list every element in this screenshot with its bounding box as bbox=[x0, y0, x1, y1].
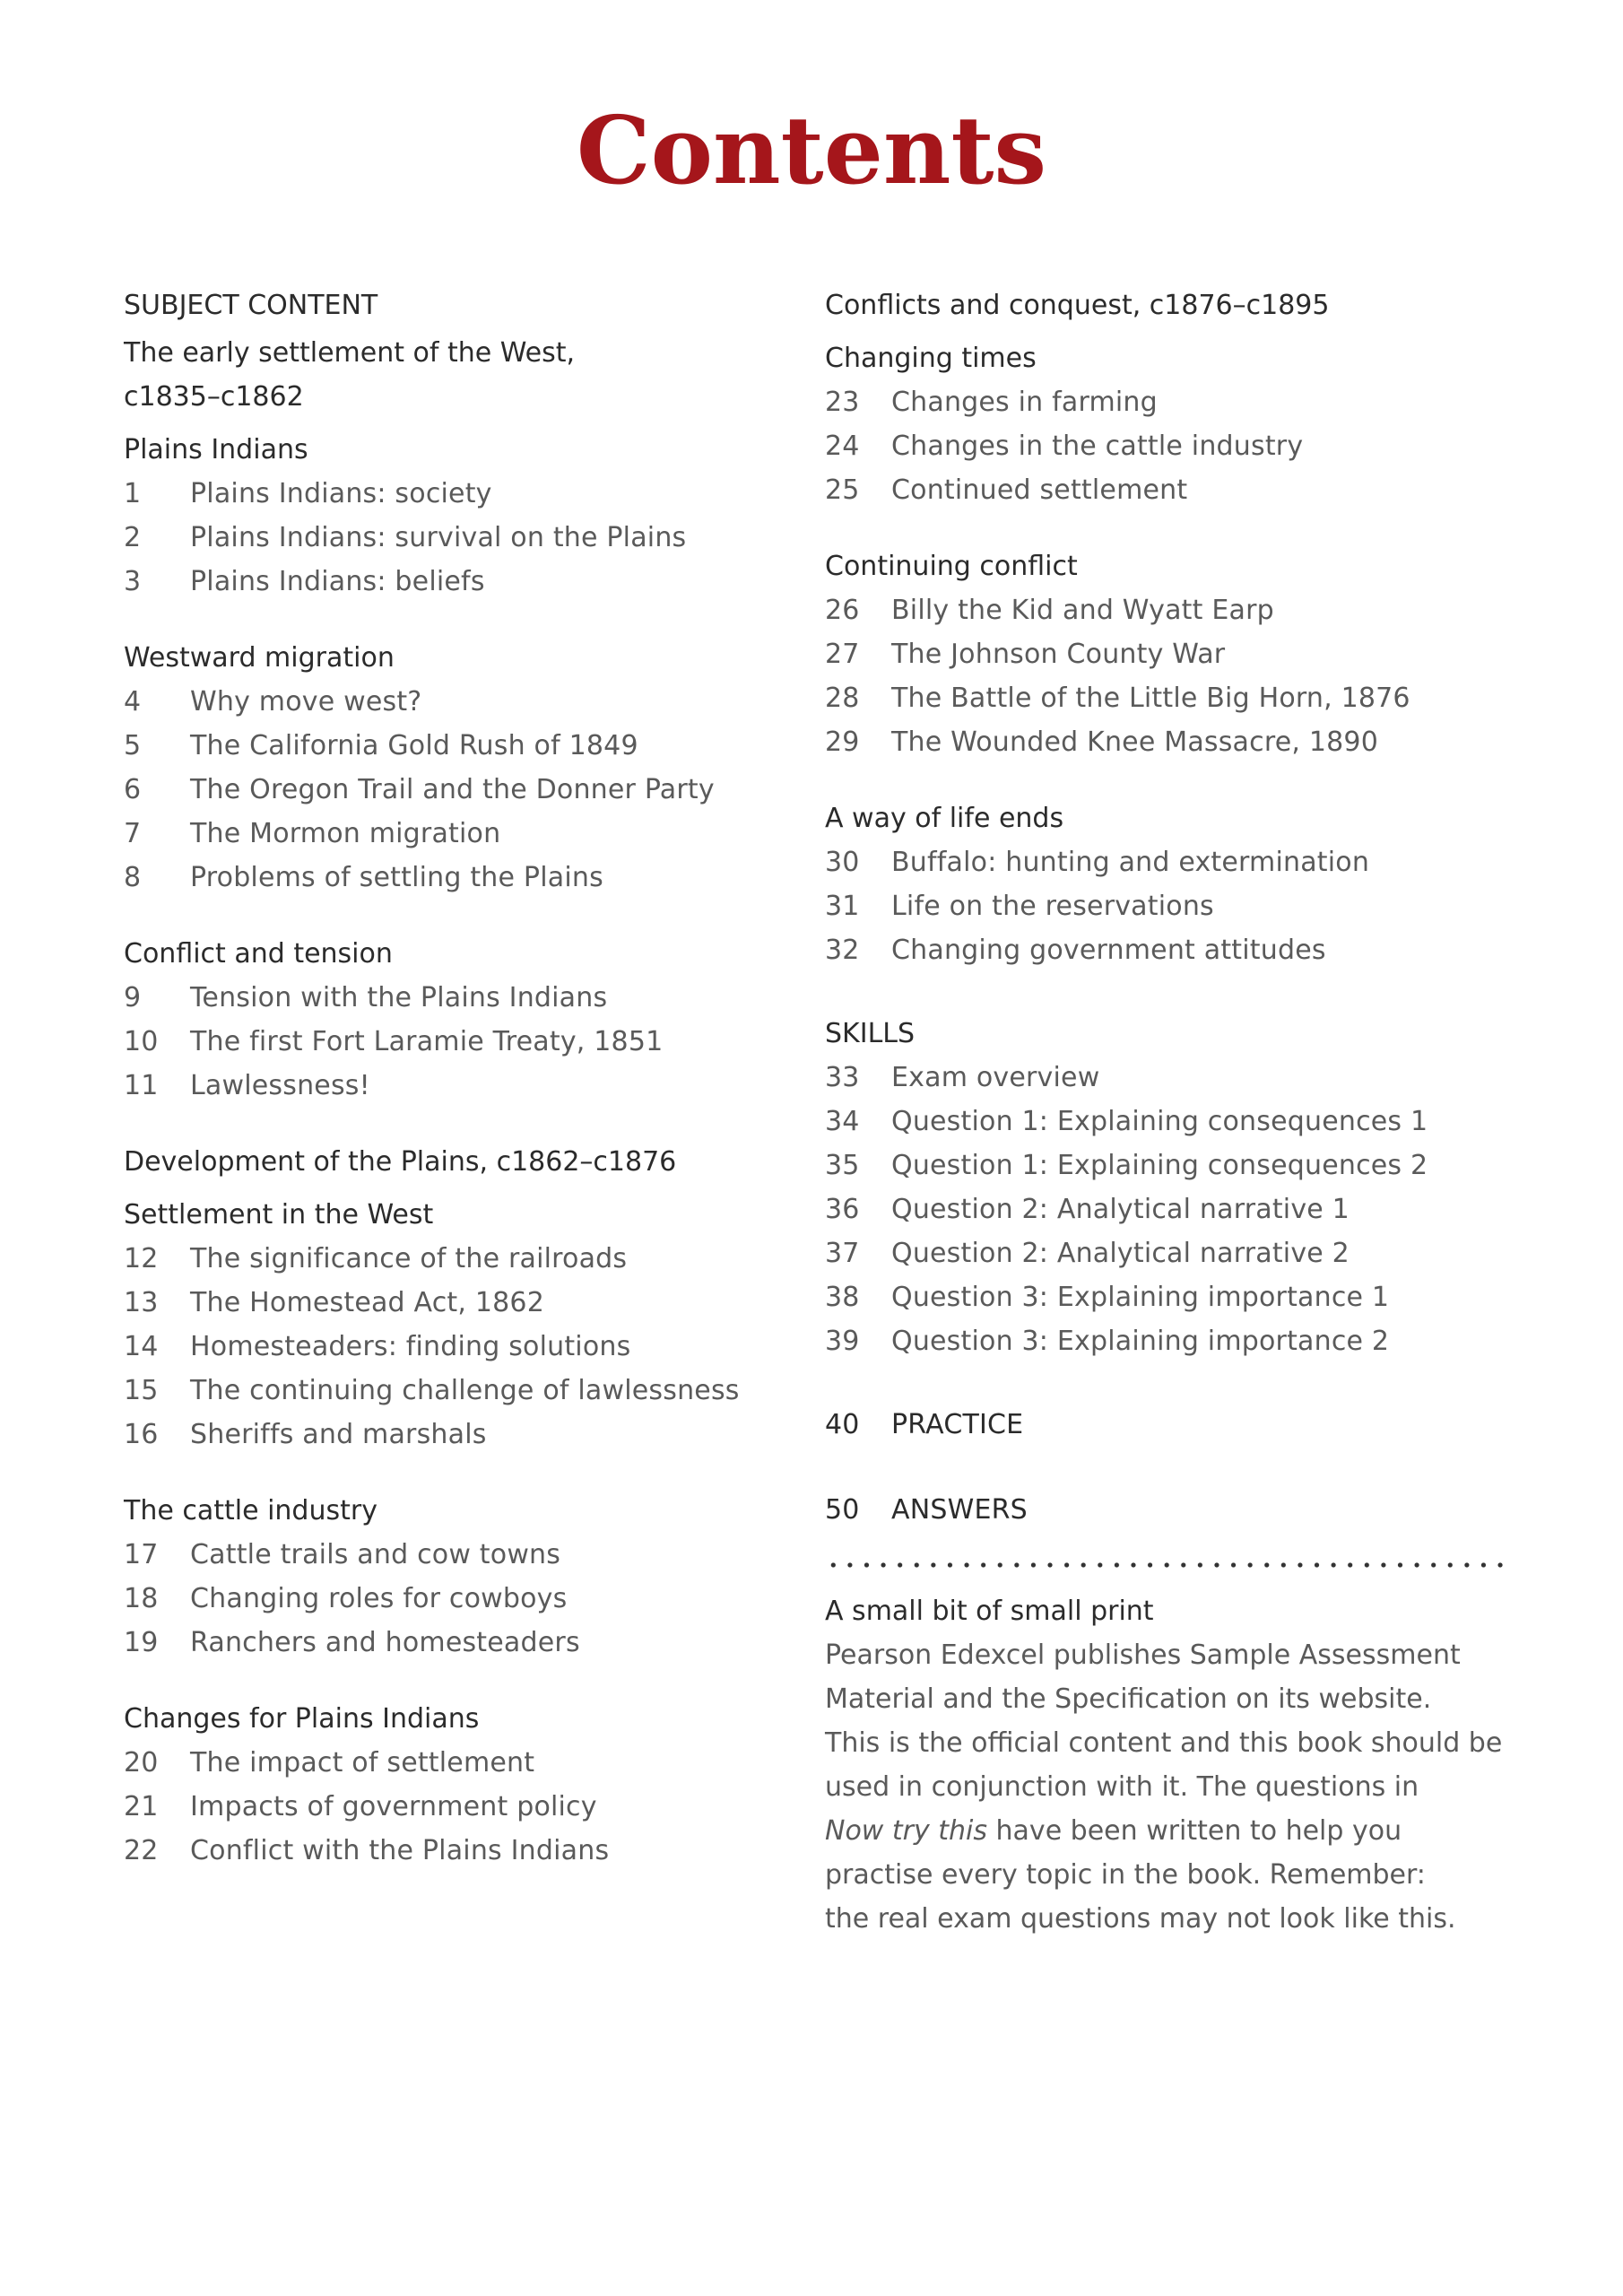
toc-entry[interactable] bbox=[825, 424, 1506, 468]
entry-title: Homesteaders: finding solutions bbox=[190, 1331, 631, 1362]
entry-title: The impact of settlement bbox=[190, 1747, 535, 1779]
section-heading-continuing-conflict: Continuing conflict bbox=[825, 551, 1078, 582]
toc-entry[interactable] bbox=[124, 472, 787, 516]
spacer bbox=[825, 972, 1506, 1012]
entry-title: The Mormon migration bbox=[190, 818, 501, 849]
page-number: 14 bbox=[124, 1331, 159, 1362]
page-number: 15 bbox=[124, 1375, 159, 1406]
entry-title: ANSWERS bbox=[891, 1494, 1028, 1526]
toc-entry[interactable] bbox=[124, 1325, 787, 1369]
toc-entry[interactable] bbox=[124, 680, 787, 724]
toc-entry[interactable] bbox=[124, 560, 787, 604]
page-number: 36 bbox=[825, 1194, 860, 1225]
spacer bbox=[124, 604, 787, 636]
page-number: 23 bbox=[825, 387, 860, 418]
page-number: 26 bbox=[825, 595, 860, 626]
toc-entry[interactable] bbox=[825, 676, 1506, 720]
toc-entry[interactable] bbox=[124, 1369, 787, 1413]
entry-title: Billy the Kid and Wyatt Earp bbox=[891, 595, 1274, 626]
section-heading-skills: SKILLS bbox=[825, 1018, 916, 1049]
entry-title: Buffalo: hunting and extermination bbox=[891, 847, 1370, 878]
page-number: 37 bbox=[825, 1238, 860, 1269]
page-number: 33 bbox=[825, 1062, 860, 1093]
toc-entry[interactable] bbox=[124, 1533, 787, 1577]
toc-entry[interactable] bbox=[124, 812, 787, 856]
page-number: 40 bbox=[825, 1409, 860, 1440]
page-number: 11 bbox=[124, 1070, 159, 1101]
toc-entry[interactable] bbox=[124, 1413, 787, 1457]
toc-entry[interactable] bbox=[124, 724, 787, 768]
toc-entry[interactable] bbox=[825, 380, 1506, 424]
page-number: 20 bbox=[124, 1747, 159, 1779]
section-heading-changes-plains-indians: Changes for Plains Indians bbox=[124, 1703, 480, 1735]
entry-title: Impacts of government policy bbox=[190, 1791, 597, 1822]
toc-entry[interactable] bbox=[825, 1100, 1506, 1144]
small-print-line: Material and the Specification on its website. bbox=[825, 1683, 1432, 1715]
subject-content-heading: SUBJECT CONTENT bbox=[124, 290, 378, 321]
toc-entry[interactable] bbox=[825, 468, 1506, 512]
page-number: 31 bbox=[825, 891, 860, 922]
entry-title: Continued settlement bbox=[891, 474, 1188, 506]
spacer bbox=[124, 1457, 787, 1489]
part-heading-line: The early settlement of the West, bbox=[124, 337, 576, 369]
small-print-line: the real exam questions may not look like this. bbox=[825, 1903, 1456, 1935]
entry-title: Question 1: Explaining consequences 2 bbox=[891, 1150, 1428, 1181]
toc-entry[interactable] bbox=[124, 516, 787, 560]
section-heading-cattle-industry: The cattle industry bbox=[124, 1495, 378, 1526]
page-number: 12 bbox=[124, 1243, 159, 1274]
page-number: 39 bbox=[825, 1326, 860, 1357]
entry-title: Ranchers and homesteaders bbox=[190, 1627, 580, 1658]
entry-title: Life on the reservations bbox=[891, 891, 1214, 922]
toc-entry[interactable] bbox=[825, 1187, 1506, 1231]
toc-entry[interactable] bbox=[124, 1621, 787, 1665]
part-heading-development: Development of the Plains, c1862–c1876 bbox=[124, 1146, 677, 1178]
spacer bbox=[124, 900, 787, 932]
page-number: 30 bbox=[825, 847, 860, 878]
spacer bbox=[825, 764, 1506, 796]
toc-entry[interactable] bbox=[825, 1231, 1506, 1275]
page-number: 19 bbox=[124, 1627, 159, 1658]
entry-title: PRACTICE bbox=[891, 1409, 1024, 1440]
small-print-heading: A small bit of small print bbox=[825, 1596, 1154, 1627]
page-number: 10 bbox=[124, 1026, 159, 1057]
entry-title: Why move west? bbox=[190, 686, 422, 718]
toc-entry[interactable] bbox=[825, 1319, 1506, 1363]
toc-entry[interactable] bbox=[124, 1785, 787, 1829]
entry-title: Tension with the Plains Indians bbox=[190, 982, 608, 1013]
page-number: 4 bbox=[124, 686, 142, 718]
page-title: Contents bbox=[576, 95, 1047, 205]
page-number: 3 bbox=[124, 566, 142, 597]
toc-entry[interactable] bbox=[825, 928, 1506, 972]
page-number: 13 bbox=[124, 1287, 159, 1318]
part-heading-conflicts-conquest: Conflicts and conquest, c1876–c1895 bbox=[825, 290, 1330, 321]
now-try-this-text: Now try this bbox=[825, 1815, 987, 1847]
page-number: 25 bbox=[825, 474, 860, 506]
entry-title: The significance of the railroads bbox=[190, 1243, 628, 1274]
entry-title: Plains Indians: beliefs bbox=[190, 566, 485, 597]
toc-entry[interactable] bbox=[825, 1275, 1506, 1319]
toc-entry[interactable] bbox=[124, 1020, 787, 1064]
entry-title: Plains Indians: society bbox=[190, 478, 492, 509]
page-number: 27 bbox=[825, 639, 860, 670]
small-print-line: practise every topic in the book. Remember: bbox=[825, 1859, 1426, 1891]
toc-entry[interactable] bbox=[825, 1056, 1506, 1100]
toc-entry[interactable] bbox=[825, 1144, 1506, 1187]
small-print-line bbox=[825, 1809, 1506, 1853]
page-number: 24 bbox=[825, 430, 860, 462]
page-number: 18 bbox=[124, 1583, 159, 1614]
entry-title: Cattle trails and cow towns bbox=[190, 1539, 561, 1570]
small-print-line: This is the official content and this book should be bbox=[825, 1727, 1503, 1759]
entry-title: Question 2: Analytical narrative 1 bbox=[891, 1194, 1350, 1225]
spacer bbox=[825, 512, 1506, 544]
page-number: 16 bbox=[124, 1419, 159, 1450]
toc-entry[interactable] bbox=[825, 840, 1506, 884]
entry-title: Changing roles for cowboys bbox=[190, 1583, 568, 1614]
page-number: 28 bbox=[825, 683, 860, 714]
toc-entry[interactable] bbox=[825, 720, 1506, 764]
entry-title: Changes in farming bbox=[891, 387, 1158, 418]
entry-title: The California Gold Rush of 1849 bbox=[190, 730, 638, 761]
toc-entry[interactable] bbox=[825, 632, 1506, 676]
page-number: 38 bbox=[825, 1282, 860, 1313]
entry-title: The Homestead Act, 1862 bbox=[190, 1287, 545, 1318]
entry-title: The continuing challenge of lawlessness bbox=[190, 1375, 740, 1406]
entry-title: Changes in the cattle industry bbox=[891, 430, 1304, 462]
page-number: 34 bbox=[825, 1106, 860, 1137]
entry-title: The Battle of the Little Big Horn, 1876 bbox=[891, 683, 1410, 714]
page-number: 17 bbox=[124, 1539, 159, 1570]
entry-title: Problems of settling the Plains bbox=[190, 862, 603, 893]
section-heading-changing-times: Changing times bbox=[825, 343, 1037, 374]
toc-entry[interactable] bbox=[124, 856, 787, 900]
entry-title: Lawlessness! bbox=[190, 1070, 370, 1101]
page-number: 50 bbox=[825, 1494, 860, 1526]
toc-entry[interactable] bbox=[825, 588, 1506, 632]
page-number: 22 bbox=[124, 1835, 159, 1866]
toc-entry[interactable] bbox=[124, 1741, 787, 1785]
page-number: 8 bbox=[124, 862, 142, 893]
toc-entry[interactable] bbox=[124, 1281, 787, 1325]
spacer bbox=[124, 1108, 787, 1140]
part-heading-line: c1835–c1862 bbox=[124, 381, 304, 413]
toc-entry-practice[interactable] bbox=[825, 1403, 1506, 1447]
page-number: 5 bbox=[124, 730, 142, 761]
section-heading-plains-indians: Plains Indians bbox=[124, 434, 308, 465]
entry-title: The Oregon Trail and the Donner Party bbox=[190, 774, 715, 805]
page-number: 32 bbox=[825, 935, 860, 966]
entry-title: Changing government attitudes bbox=[891, 935, 1326, 966]
small-print-fragment: have been written to help you bbox=[987, 1815, 1402, 1847]
toc-entry[interactable] bbox=[124, 768, 787, 812]
toc-entry[interactable] bbox=[124, 1829, 787, 1873]
section-heading-way-of-life: A way of life ends bbox=[825, 803, 1064, 834]
entry-title: Question 3: Explaining importance 1 bbox=[891, 1282, 1390, 1313]
part-heading-early-settlement bbox=[124, 331, 787, 419]
page-number: 9 bbox=[124, 982, 142, 1013]
entry-title: The Wounded Knee Massacre, 1890 bbox=[891, 726, 1378, 758]
small-print-line: used in conjunction with it. The questions in bbox=[825, 1771, 1419, 1803]
entry-title: Plains Indians: survival on the Plains bbox=[190, 522, 687, 553]
toc-entry[interactable] bbox=[124, 1237, 787, 1281]
page-number: 1 bbox=[124, 478, 142, 509]
entry-title: The Johnson County War bbox=[891, 639, 1226, 670]
entry-title: The first Fort Laramie Treaty, 1851 bbox=[190, 1026, 664, 1057]
entry-title: Exam overview bbox=[891, 1062, 1100, 1093]
small-print-line: Pearson Edexcel publishes Sample Assessment bbox=[825, 1639, 1461, 1671]
entry-title: Question 2: Analytical narrative 2 bbox=[891, 1238, 1350, 1269]
entry-title: Question 1: Explaining consequences 1 bbox=[891, 1106, 1428, 1137]
section-heading-settlement: Settlement in the West bbox=[124, 1199, 434, 1231]
entry-title: Sheriffs and marshals bbox=[190, 1419, 487, 1450]
page-number: 21 bbox=[124, 1791, 159, 1822]
toc-entry[interactable] bbox=[825, 884, 1506, 928]
entry-title: Question 3: Explaining importance 2 bbox=[891, 1326, 1390, 1357]
contents-right-column bbox=[825, 283, 1506, 1941]
entry-title: Conflict with the Plains Indians bbox=[190, 1835, 610, 1866]
section-heading-westward-migration: Westward migration bbox=[124, 642, 395, 674]
page-number: 6 bbox=[124, 774, 142, 805]
contents-left-column bbox=[124, 283, 787, 1873]
toc-entry[interactable] bbox=[124, 1577, 787, 1621]
page-number: 35 bbox=[825, 1150, 860, 1181]
toc-entry[interactable] bbox=[124, 1064, 787, 1108]
section-heading-conflict-tension: Conflict and tension bbox=[124, 938, 393, 970]
page-number: 2 bbox=[124, 522, 142, 553]
small-print-body bbox=[825, 1633, 1506, 1941]
toc-entry-answers[interactable] bbox=[825, 1488, 1506, 1532]
page-number: 29 bbox=[825, 726, 860, 758]
spacer bbox=[124, 1665, 787, 1697]
toc-entry[interactable] bbox=[124, 976, 787, 1020]
page-number: 7 bbox=[124, 818, 142, 849]
dotted-divider bbox=[825, 1561, 1506, 1570]
